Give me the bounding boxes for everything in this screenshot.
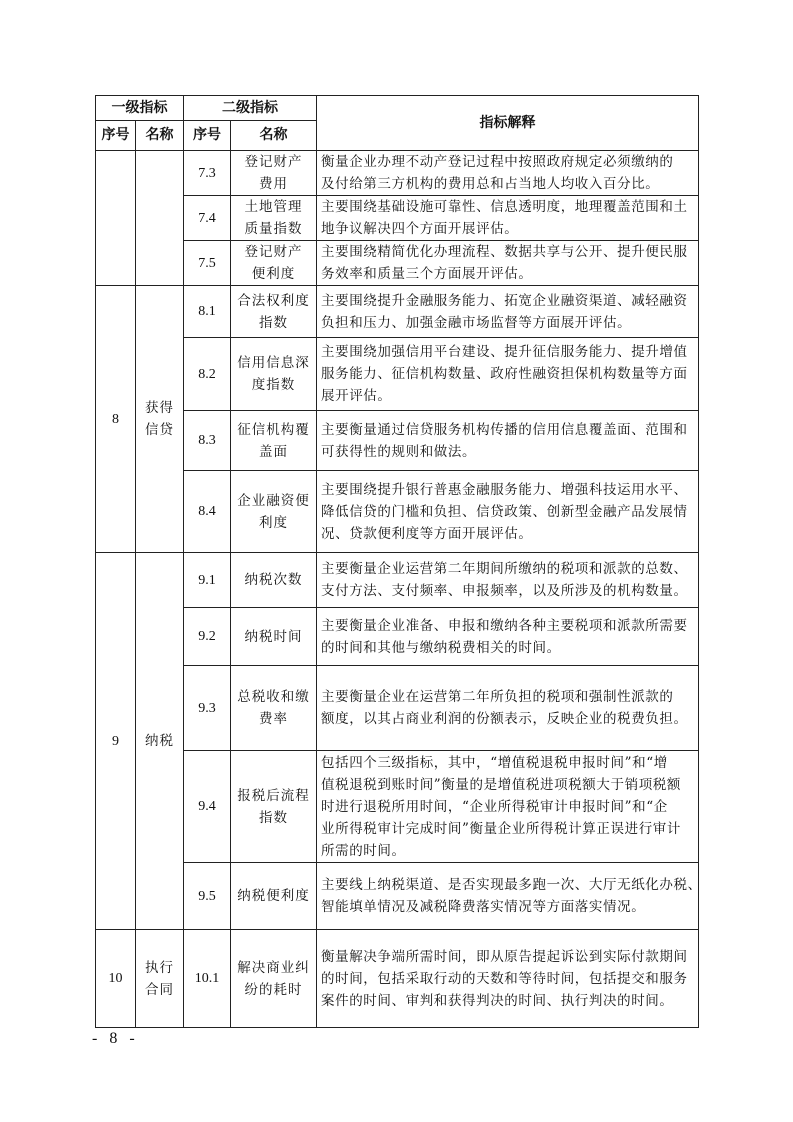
level2-name	[231, 930, 317, 1028]
header-level1-seq: 序号	[96, 121, 136, 151]
level2-seq: 7.3	[184, 151, 231, 196]
level2-name	[231, 608, 317, 666]
level2-name	[231, 338, 317, 411]
header-level1-name: 名称	[136, 121, 184, 151]
page-number: - 8 -	[92, 1030, 139, 1047]
text-line: 务效率和质量三个方面展开评估。	[321, 266, 533, 282]
indicator-explanation	[317, 286, 699, 338]
level2-name	[231, 751, 317, 863]
level1-seq: 8	[96, 286, 136, 553]
text-line: 时进行退税所用时间，“企业所得税审计申报时间”和“企	[321, 798, 668, 815]
text-line: 指数	[259, 809, 288, 826]
text-line: 降低信贷的门槛和负担、信贷政策、创新型金融产品发展情	[321, 503, 688, 520]
level1-seq: 9	[96, 553, 136, 930]
level2-seq: 8.3	[184, 411, 231, 471]
text-line: 获得	[145, 400, 174, 416]
table-row	[96, 751, 699, 863]
text-line: 包括四个三级指标，其中，“增值税退税申报时间”和“增	[321, 754, 668, 771]
level1-name	[136, 151, 184, 286]
level2-seq: 9.2	[184, 608, 231, 666]
text-line: 企业融资便	[237, 492, 310, 509]
indicator-explanation	[317, 151, 699, 196]
level2-seq: 7.4	[184, 196, 231, 241]
text-line: 费用	[259, 176, 288, 192]
table-row	[96, 666, 699, 751]
text-line: 纳税时间	[244, 628, 303, 645]
table-body	[96, 151, 702, 1028]
text-line: 信用信息深	[237, 355, 310, 371]
level2-name	[231, 471, 317, 553]
text-line: 执行	[145, 959, 174, 976]
indicator-explanation	[317, 471, 699, 553]
text-line: 衡量企业办理不动产登记过程中按照政府规定必须缴纳的	[321, 154, 674, 170]
indicator-explanation	[317, 751, 699, 863]
text-line: 信贷	[145, 422, 174, 438]
header-level1: 一级指标	[96, 96, 184, 121]
text-line: 利度	[259, 514, 288, 531]
level2-name	[231, 241, 317, 286]
text-line: 征信机构覆	[237, 421, 310, 438]
text-line: 主要围绕提升银行普惠金融服务能力、增强科技运用水平、	[321, 481, 688, 498]
text-line: 可获得性的规则和做法。	[321, 443, 477, 460]
table-row	[96, 286, 699, 338]
indicator-explanation	[317, 241, 699, 286]
text-line: 便利度	[251, 266, 296, 282]
indicator-explanation	[317, 608, 699, 666]
text-line: 额度，以其占商业利润的份额表示，反映企业的税费负担。	[321, 711, 688, 727]
text-line: 报税后流程	[237, 787, 310, 804]
text-line: 主要衡量企业在运营第二年所负担的税项和强制性派款的	[321, 689, 674, 705]
text-line: 所需的时间。	[321, 842, 406, 859]
indicator-explanation	[317, 196, 699, 241]
level2-seq: 9.4	[184, 751, 231, 863]
header-level2: 二级指标	[184, 96, 317, 121]
level2-name	[231, 286, 317, 338]
text-line: 智能填单情况及减税降费落实情况等方面落实情况。	[321, 899, 646, 915]
level2-name	[231, 863, 317, 930]
text-line: 展开评估。	[321, 388, 392, 404]
text-line: 合同	[145, 981, 174, 998]
level1-name	[136, 286, 184, 553]
text-line: 纷的耗时	[244, 981, 303, 998]
text-line: 总税收和缴	[237, 689, 310, 705]
text-line: 费率	[259, 711, 288, 727]
text-line: 负担和压力、加强金融市场监督等方面展开评估。	[321, 314, 632, 331]
level1-name	[136, 553, 184, 930]
level2-seq: 9.5	[184, 863, 231, 930]
text-line: 质量指数	[244, 221, 303, 237]
table-row	[96, 863, 699, 930]
text-line: 主要线上纳税渠道、是否实现最多跑一次、大厅无纸化办税、	[321, 877, 702, 893]
text-line: 地争议解决四个方面开展评估。	[321, 221, 519, 237]
indicator-explanation	[317, 338, 699, 411]
header-explain: 指标解释	[317, 96, 699, 151]
text-line: 解决商业纠	[237, 959, 310, 976]
level2-name	[231, 196, 317, 241]
level2-name	[231, 666, 317, 751]
text-line: 主要衡量企业准备、申报和缴纳各种主要税项和派款所需要	[321, 617, 688, 634]
indicator-table	[95, 95, 702, 1028]
text-line: 的时间和其他与缴纳税费相关的时间。	[321, 639, 561, 656]
table-row	[96, 411, 699, 471]
indicator-explanation	[317, 930, 699, 1028]
level2-name	[231, 553, 317, 608]
table-row	[96, 553, 699, 608]
indicator-explanation	[317, 666, 699, 751]
table-row	[96, 471, 699, 553]
level2-seq: 9.1	[184, 553, 231, 608]
table-row	[96, 196, 699, 241]
table-row	[96, 151, 699, 196]
text-line: 主要围绕提升金融服务能力、拓宽企业融资渠道、减轻融资	[321, 292, 688, 309]
text-line: 的时间，包括采取行动的天数和等待时间，包括提交和服务	[321, 970, 688, 987]
level2-seq: 7.5	[184, 241, 231, 286]
text-line: 纳税	[145, 733, 174, 749]
text-line: 主要围绕基础设施可靠性、信息透明度，地理覆盖范围和土	[321, 199, 688, 215]
text-line: 指数	[259, 314, 288, 331]
text-line: 及付给第三方机构的费用总和占当地人均收入百分比。	[321, 176, 660, 192]
text-line: 主要围绕精简优化办理流程、数据共享与公开、提升便民服	[321, 244, 688, 260]
level2-seq: 10.1	[184, 930, 231, 1028]
header-level2-seq: 序号	[184, 121, 231, 151]
level1-seq: 10	[96, 930, 136, 1028]
level1-seq	[96, 151, 136, 286]
level2-name	[231, 151, 317, 196]
text-line: 纳税次数	[244, 572, 303, 588]
text-line: 纳税便利度	[237, 888, 310, 904]
level2-seq: 8.2	[184, 338, 231, 411]
text-line: 主要衡量企业运营第二年期间所缴纳的税项和派款的总数、	[321, 561, 688, 577]
header-level2-name: 名称	[231, 121, 317, 151]
indicator-explanation	[317, 863, 702, 930]
text-line: 况、贷款便利度等方面开展评估。	[321, 525, 533, 542]
table-row	[96, 930, 699, 1028]
table-row	[96, 608, 699, 666]
level1-name	[136, 930, 184, 1028]
indicator-explanation	[317, 553, 699, 608]
text-line: 盖面	[259, 443, 288, 460]
text-line: 度指数	[251, 377, 296, 393]
text-line: 业所得税审计完成时间”衡量企业所得税计算正误进行审计	[321, 820, 682, 837]
level2-name	[231, 411, 317, 471]
text-line: 主要围绕加强信用平台建设、提升征信服务能力、提升增值	[321, 344, 688, 360]
table-row	[96, 338, 699, 411]
indicator-explanation	[317, 411, 699, 471]
text-line: 衡量解决争端所需时间，即从原告提起诉讼到实际付款期间	[321, 948, 688, 965]
text-line: 主要衡量通过信贷服务机构传播的信用信息覆盖面、范围和	[321, 421, 688, 438]
text-line: 案件的时间、审判和获得判决的时间、执行判决的时间。	[321, 992, 674, 1009]
level2-seq: 8.4	[184, 471, 231, 553]
table-row	[96, 241, 699, 286]
text-line: 登记财产	[244, 244, 303, 260]
text-line: 服务能力、征信机构数量、政府性融资担保机构数量等方面	[321, 366, 688, 382]
level2-seq: 9.3	[184, 666, 231, 751]
text-line: 登记财产	[244, 154, 303, 170]
text-line: 值税退税到账时间”衡量的是增值税进项税额大于销项税额	[321, 776, 682, 793]
text-line: 土地管理	[244, 199, 303, 215]
text-line: 合法权利度	[237, 292, 310, 309]
level2-seq: 8.1	[184, 286, 231, 338]
text-line: 支付方法、支付频率、申报频率，以及所涉及的机构数量。	[321, 583, 688, 599]
